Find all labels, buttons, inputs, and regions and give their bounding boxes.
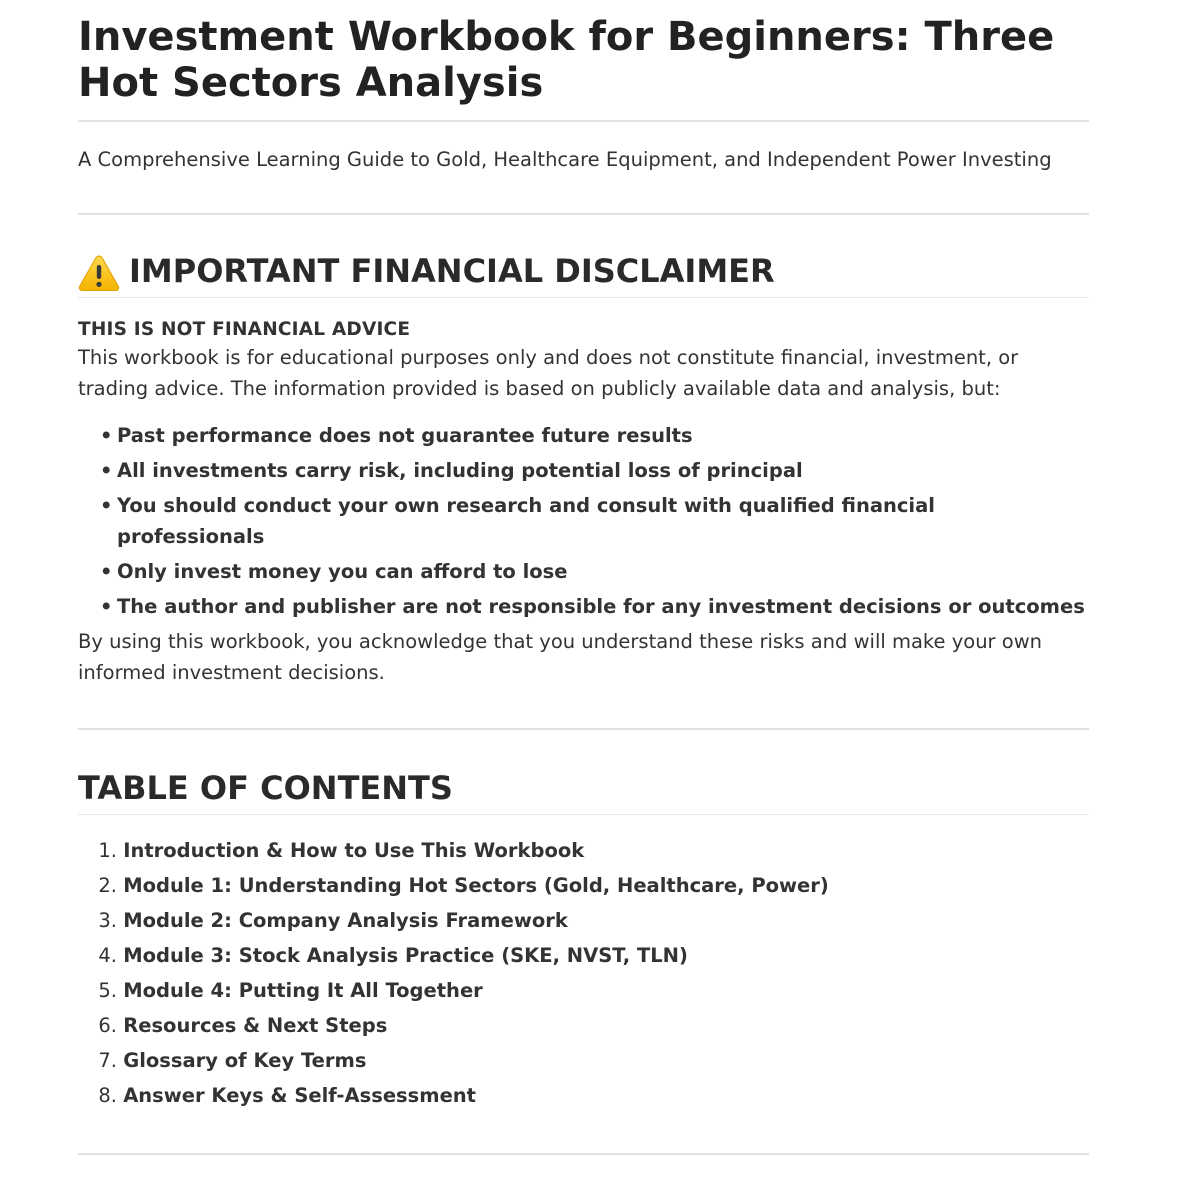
document-subtitle: A Comprehensive Learning Guide to Gold, Healthcare Equipment, and Independent Power Investing [78,148,1052,171]
warning-icon [78,254,120,292]
disclaimer-point: • The author and publisher are not responsible for any investment decisions or outcomes [117,591,1089,622]
toc-item-number: 6. [98,1014,117,1037]
toc-item[interactable] [78,1078,1089,1113]
toc-item[interactable] [78,1043,1089,1078]
toc-item-label[interactable]: Module 1: Understanding Hot Sectors (Gold, Healthcare, Power) [123,874,829,897]
disclaimer-point: • All investments carry risk, including potential loss of principal [117,455,1089,486]
disclaimer-heading [78,251,1089,298]
toc-item-number: 2. [98,874,117,897]
toc-item-label[interactable]: Resources & Next Steps [123,1014,388,1037]
toc-item-number: 8. [98,1084,117,1107]
toc-item[interactable] [78,938,1089,973]
toc-item-label[interactable]: Module 4: Putting It All Together [123,979,483,1002]
toc-item-number: 1. [98,839,117,862]
toc-item-label[interactable]: Module 2: Company Analysis Framework [123,909,568,932]
disclaimer-point: • Past performance does not guarantee future results [117,420,1089,451]
document-page [78,0,1089,1155]
disclaimer-intro: This workbook is for educational purposes only and does not constitute financial, investment, or trading advice. The information provided is based on publicly available data and analysis, but: [78,346,1019,400]
toc-item-label[interactable]: Introduction & How to Use This Workbook [123,839,585,862]
toc-item-number: 4. [98,944,117,967]
toc-item-label[interactable]: Module 3: Stock Analysis Practice (SKE, NVST, TLN) [123,944,688,967]
section-divider [78,213,1089,215]
section-divider [78,728,1089,730]
toc-item[interactable] [78,1008,1089,1043]
toc-heading: TABLE OF CONTENTS [78,768,1089,815]
disclaimer-point: • Only invest money you can afford to lose [117,556,1089,587]
toc-item-number: 5. [98,979,117,1002]
toc-item-number: 7. [98,1049,117,1072]
disclaimer-heading-text: IMPORTANT FINANCIAL DISCLAIMER [129,252,775,290]
toc-item[interactable] [78,903,1089,938]
disclaimer-point: • You should conduct your own research and consult with qualified financial professionals [117,490,1089,552]
toc-item-number: 3. [98,909,117,932]
disclaimer-points-list [78,420,1089,622]
toc-item[interactable] [78,973,1089,1008]
toc-item-label[interactable]: Answer Keys & Self-Assessment [123,1084,477,1107]
toc-item-label[interactable]: Glossary of Key Terms [123,1049,367,1072]
disclaimer-acknowledgement: By using this workbook, you acknowledge that you understand these risks and will make your own informed investment decisions. [78,630,1043,684]
document-title: Investment Workbook for Beginners: Three Hot Sectors Analysis [78,14,1089,122]
toc-item[interactable] [78,868,1089,903]
section-divider [78,1153,1089,1155]
toc-item[interactable] [78,833,1089,868]
toc-list [78,833,1089,1113]
disclaimer-subheading: THIS IS NOT FINANCIAL ADVICE [78,319,411,340]
